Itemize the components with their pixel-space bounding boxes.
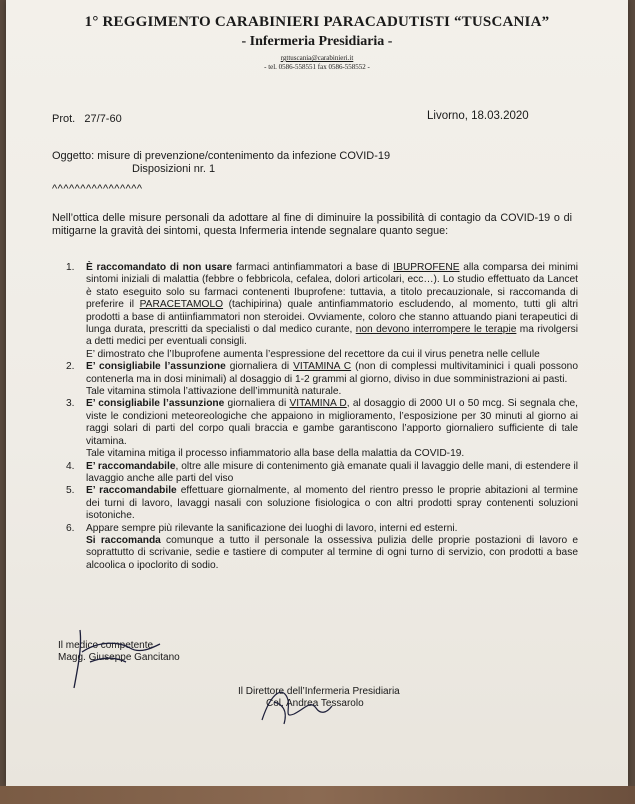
subject-line: Oggetto: misure di prevenzione/contenimento da infezione COVID-19: [52, 150, 391, 162]
director-name: Col. Andrea Tessarolo: [266, 698, 364, 709]
list-item: 6. Appare sempre più rilevante la sanificazione dei luoghi di lavoro, interni ed esterni. Si raccomanda comunque a tutto il personale la ossessiva pulizia delle proprie postazioni di lavoro e soprattutto di scrivanie, sedie e tastiere di computer al termine di ogni turno di servizio, con prodotti a base alcoolica o ipoclorito di sodio.: [66, 522, 579, 571]
medical-officer-role: Il medico competente: [58, 640, 154, 651]
list-item: 5. E’ raccomandabile effettuare giornalmente, al momento del rientro presso le proprie abitazioni al termine dei turni di lavoro, lavaggi nasali con soluzione fisiologica o con altri prodotti spray contenenti soluzioni isotoniche.: [66, 485, 579, 522]
separator-carets: ^^^^^^^^^^^^^^^^: [52, 183, 143, 195]
contact-info: [6, 54, 628, 72]
subject-block: [52, 150, 390, 176]
protocol-number: Prot. 27/7-60: [52, 113, 122, 125]
handwritten-signature-icon: [60, 622, 170, 692]
recommendations-list: [66, 262, 578, 572]
intro-paragraph: Nell’ottica delle misure personali da adottare al fine di diminuire la possibilità di contagio da COVID-19 o di mitigarne la gravità dei sintomi, questa Infermeria intende segnalare quanto segue:: [52, 212, 572, 237]
letterhead: [6, 14, 628, 72]
medical-officer-name: Magg. Giuseppe Gancitano: [58, 652, 180, 663]
regiment-title: 1° REGGIMENTO CARABINIERI PARACADUTISTI “TUSCANIA”: [84, 14, 550, 30]
list-item: 2. E’ consigliabile l’assunzione giornaliera di VITAMINA C (non di complessi multivitaminici i quali possono contenerla ma in dosi minimali) al dosaggio di 1-2 grammi al giorno, diviso in due somministrazioni ai pasti. Tale vitamina stimola l’attivazione dell’immunità naturale.: [66, 361, 578, 398]
director-role: Il Direttore dell’Infermeria Presidiaria: [238, 686, 400, 697]
desk-surface: [0, 786, 635, 804]
document-date: Livorno, 18.03.2020: [427, 110, 529, 122]
infirmary-subtitle: - Infermeria Presidiaria -: [241, 34, 393, 49]
list-item: 4. E’ raccomandabile, oltre alle misure di contenimento già emanate quali il lavaggio delle mani, di estendere il lavaggio anche alle parti del viso: [66, 460, 578, 484]
list-item: 3. E’ consigliabile l’assunzione giornaliera di VITAMINA D, al dosaggio di 2000 UI o 50 mcg. Si segnala che, viste le condizioni meteoreologiche che appaiono in miglioramento, l’esposizione per 30 minuti al giorno ai raggi solari di parti del corpo quali braccia e gambe garantiscono l’apporto giornaliero sufficiente di tale vitamina. Tale vitamina mitiga il processo infiammatorio alla base della malattia da COVID-19.: [66, 398, 578, 460]
list-item: 1. È raccomandato di non usare farmaci antinfiammatori a base di IBUPROFENE alla comparsa dei minimi sintomi iniziali di malattia (febbre o febbricola, cefalea, dolori articolari, ecc…). Lo studio effettuato da Lancet è stato eseguito solo su farmaci contenenti Ibuprofene: tuttavia, a titolo precauzionale, si raccomanda di preferire il PARACETAMOLO (tachipirina) quale antinfiammatorio escludendo, al momento, tutti gli altri prodotti a base di antiinfiammatori non steroidei. Ovviamente, coloro che stanno attuando piani terapeutici di lunga durata, prescritti da specialisti o dal medico curante, non devono interrompere le terapie ma rivolgersi a detti medici per eventuali consigli. E’ dimostrato che l’Ibuprofene aumenta l’espressione del recettore da cui il virus penetra nelle cellule: [66, 262, 579, 360]
handwritten-signature-icon: [254, 680, 374, 728]
email-address: rgttuscania@carabinieri.it: [280, 54, 354, 62]
provision-number: Disposizioni nr. 1: [132, 163, 216, 175]
phone-fax: - tel. 0586-558551 fax 0586-558552 -: [264, 63, 370, 71]
document-page: [6, 0, 628, 786]
